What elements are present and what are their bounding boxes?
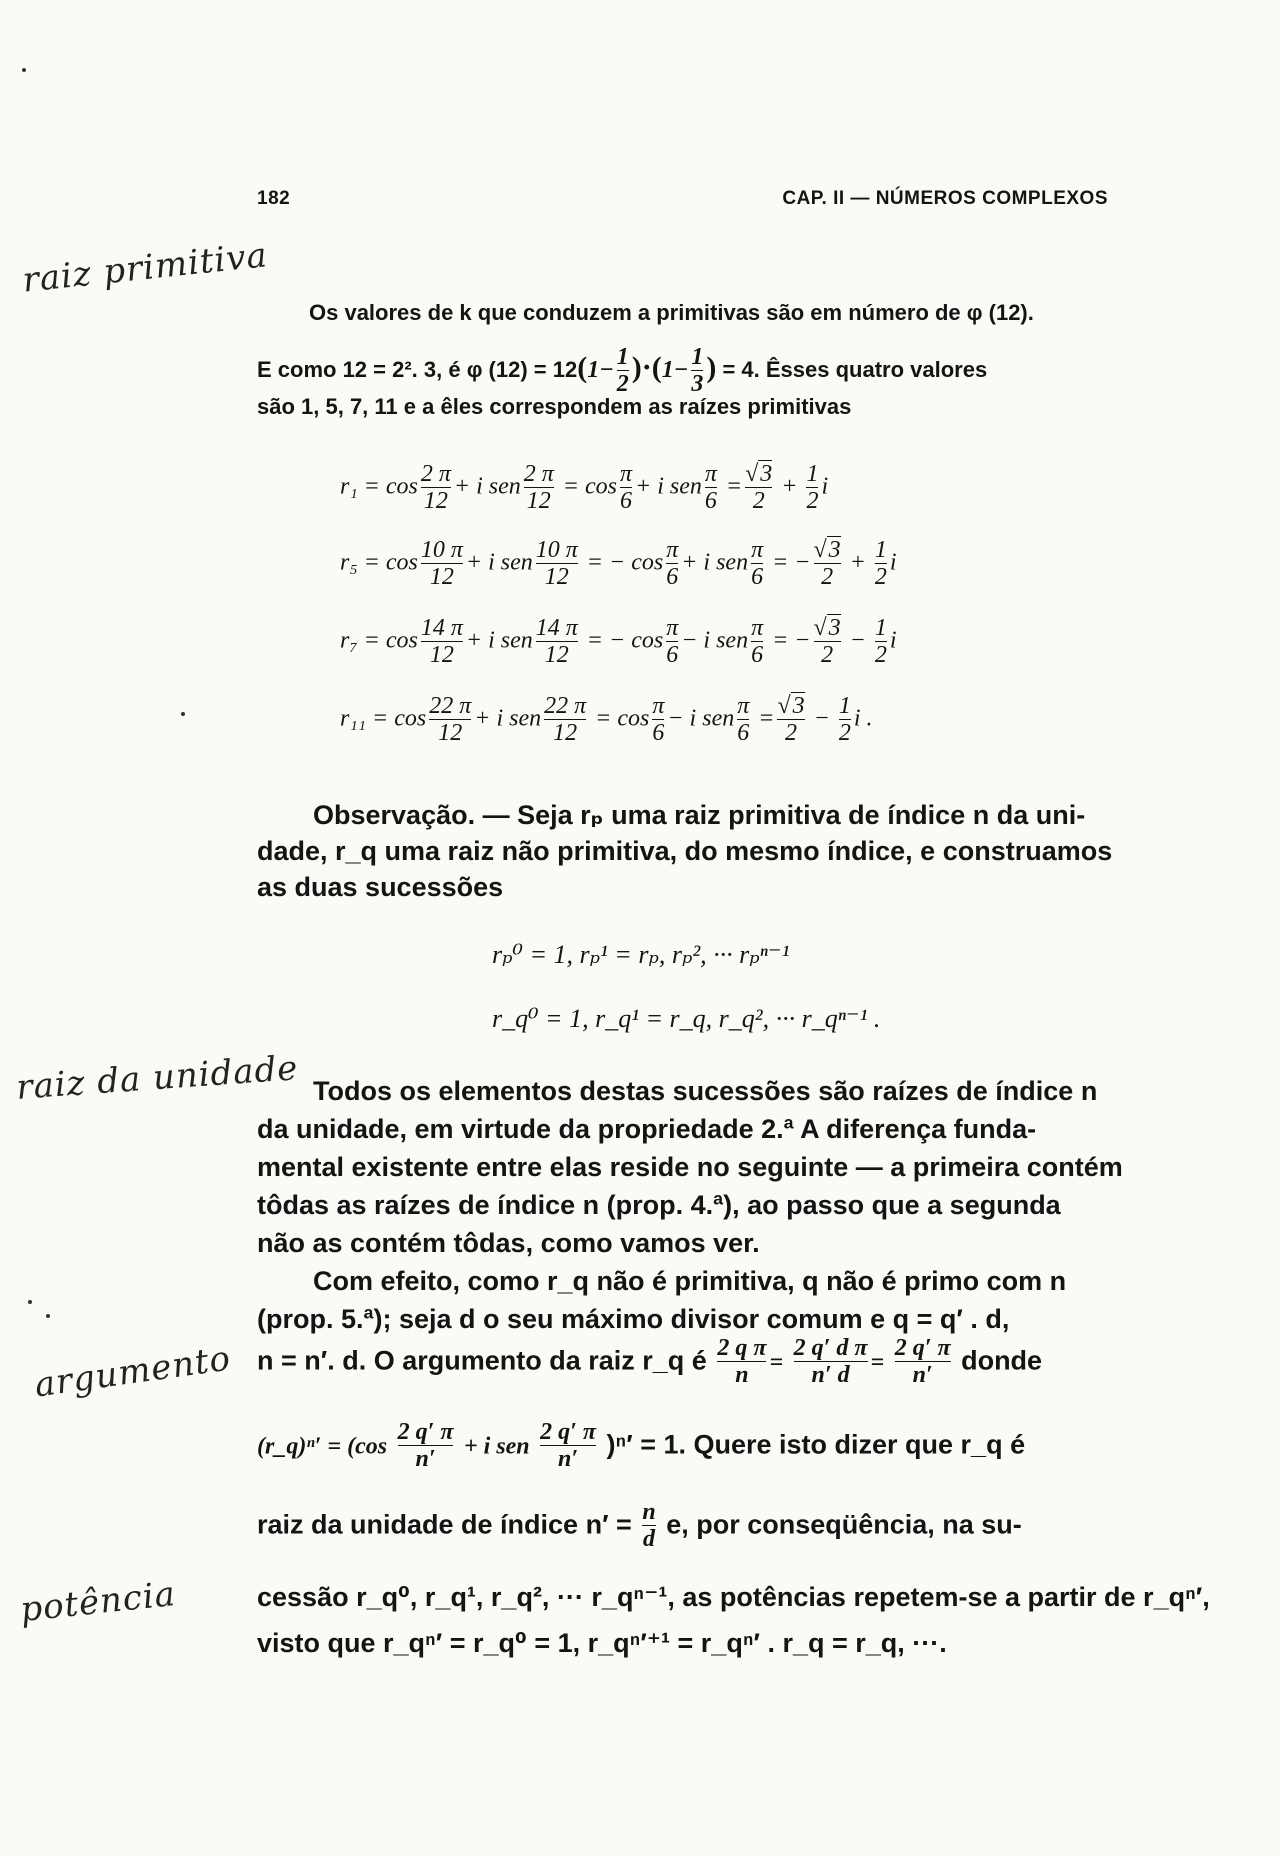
- root-equation: r₇ = cos $\frac{14 \pi}{12}$ + i sen $\frac{14 \pi}{12}$ = − cos $\frac{\pi}{6}$ − i sen $\frac{\pi}{6}$ = − $\frac{√3}{2}$ − $\frac{1}{2}$ i: [340, 615, 897, 669]
- stray-mark: [22, 68, 26, 72]
- body-p2-line-7: visto que r_qⁿ′ = r_q⁰ = 1, r_qⁿ′⁺¹ = r_qⁿ′ . r_q = r_q, ···.: [257, 1628, 947, 1658]
- body-p1-line-5: não as contém tôdas, como vamos ver.: [257, 1228, 760, 1258]
- body-p2-line-2: (prop. 5.ª); seja d o seu máximo divisor comum e q = q′ . d,: [257, 1304, 1010, 1334]
- body-p2-line-5: raiz da unidade de índice n′ = $\frac{n}{d}$ e, por conseqüência, na su-: [257, 1499, 1022, 1553]
- root-equation: r₁₁ = cos $\frac{22 \pi}{12}$ + i sen $\frac{22 \pi}{12}$ = cos $\frac{\pi}{6}$ − i sen $\frac{\pi}{6}$ = $\frac{√3}{2}$ − $\frac{1}{2}$ i .: [340, 693, 873, 747]
- margin-note-argumento: argumento: [32, 1338, 234, 1406]
- observacao-line-2: dade, r_q uma raiz não primitiva, do mesmo índice, e construamos: [257, 836, 1113, 866]
- body-p1-line-2: da unidade, em virtude da propriedade 2.ª A diferença funda-: [257, 1114, 1037, 1144]
- observacao-line-3: as duas sucessões: [257, 872, 504, 902]
- margin-note-raiz-da-unidade: raiz da unidade: [14, 1048, 300, 1108]
- stray-mark: [28, 1300, 32, 1304]
- body-p2-line-3: n = n′. d. O argumento da raiz r_q é $\frac{\text{2 q π}}{n}$ = $\frac{\text{2 q′ d π}}{n' d}$ = $\frac{2 q' \pi}{n'}$ donde: [257, 1335, 1043, 1389]
- margin-note-potencia: potência: [18, 1573, 178, 1631]
- intro-line-3: são 1, 5, 7, 11 e a êles correspondem as raízes primitivas: [257, 394, 852, 419]
- body-p1-line-4: tôdas as raízes de índice n (prop. 4.ª), ao passo que a segunda: [257, 1190, 1061, 1220]
- observacao-title: Observação.: [313, 800, 476, 830]
- body-p2-line-6: cessão r_q⁰, r_q¹, r_q², ··· r_qⁿ⁻¹, as potências repetem-se a partir de r_qⁿ′,: [257, 1582, 1210, 1612]
- page-number: 182: [257, 188, 291, 209]
- body-p2-line-1: Com efeito, como r_q não é primitiva, q não é primo com n: [313, 1266, 1067, 1296]
- stray-mark: [181, 712, 185, 716]
- body-p1-line-1: Todos os elementos destas sucessões são raízes de índice n: [313, 1076, 1098, 1106]
- body-p2-line-4: (r_q)ⁿ′ = (cos $\frac{2 q' \pi}{n'}$ + i sen $\frac{2 q' \pi}{n'}$ )ⁿ′ = 1. Quere isto dizer que r_q é: [257, 1419, 1026, 1473]
- stray-mark: [46, 1314, 50, 1318]
- intro-line-2: E como 12 = 2². 3, é φ (12) = 12(1− $\frac{1}{2}$ )·(1− $\frac{1}{3}$ ) = 4. Êsses quatro valores: [257, 344, 988, 398]
- sequence-non-primitive: r_q⁰ = 1, r_q¹ = r_q, r_q², ··· r_qⁿ⁻¹ .: [492, 1004, 881, 1033]
- margin-note-raiz-primitiva: raiz primitiva: [20, 235, 270, 301]
- root-equation: r₁ = cos $\frac{2 \pi}{12}$ + i sen $\frac{2 \pi}{12}$ = cos $\frac{\pi}{6}$ + i sen $\frac{\pi}{6}$ = $\frac{√3}{2}$ + $\frac{1}{2}$ i: [340, 461, 829, 515]
- sequence-primitive: rₚ⁰ = 1, rₚ¹ = rₚ, rₚ², ··· rₚⁿ⁻¹: [492, 940, 790, 969]
- intro-line-1: Os valores de k que conduzem a primitivas são em número de φ (12).: [309, 300, 1034, 325]
- root-equation: r₅ = cos $\frac{10 \pi}{12}$ + i sen $\frac{10 \pi}{12}$ = − cos $\frac{\pi}{6}$ + i sen $\frac{\pi}{6}$ = − $\frac{√3}{2}$ + $\frac{1}{2}$ i: [340, 537, 897, 591]
- observacao-line-1: Observação. — Seja rₚ uma raiz primitiva de índice n da uni-: [313, 800, 1086, 830]
- body-p1-line-3: mental existente entre elas reside no seguinte — a primeira contém: [257, 1152, 1123, 1182]
- running-header: CAP. II — NÚMEROS COMPLEXOS: [782, 188, 1108, 209]
